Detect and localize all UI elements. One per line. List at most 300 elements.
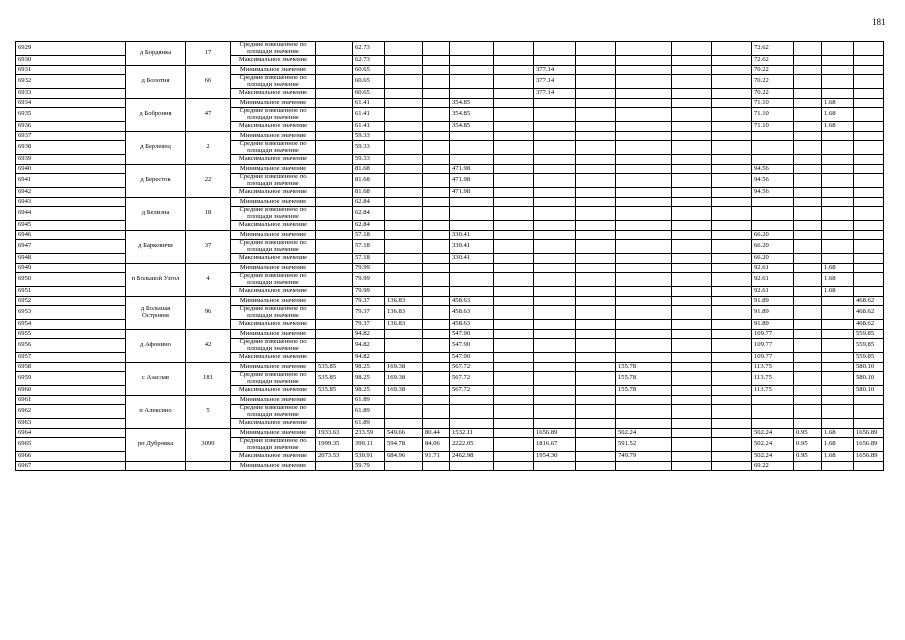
row-id: 6959 (16, 372, 126, 386)
value-cell: 92.61 (752, 273, 794, 287)
population: 66 (186, 65, 231, 98)
value-kind: Минимальное значение (231, 131, 316, 141)
value-cell (672, 42, 712, 56)
value-cell (672, 122, 712, 132)
value-cell: 66.20 (752, 230, 794, 240)
value-cell (576, 75, 616, 89)
value-cell (385, 405, 423, 419)
value-cell (576, 98, 616, 108)
value-cell (316, 230, 353, 240)
value-cell (316, 98, 353, 108)
value-kind: Средние взвешенное по площади значение (231, 141, 316, 155)
value-cell (712, 75, 752, 89)
value-cell (494, 42, 534, 56)
value-kind: Средние взвешенное по площади значение (231, 273, 316, 287)
value-cell (576, 197, 616, 207)
value-cell (672, 98, 712, 108)
value-cell (450, 287, 494, 297)
value-cell (576, 386, 616, 396)
value-cell (672, 296, 712, 306)
value-cell (385, 353, 423, 363)
value-kind: Максимальное значение (231, 221, 316, 231)
value-cell (672, 372, 712, 386)
value-cell: 580.10 (854, 386, 884, 396)
value-cell (494, 141, 534, 155)
value-cell: 0.95 (794, 452, 822, 462)
row-id: 6955 (16, 329, 126, 339)
value-cell (854, 197, 884, 207)
value-cell (423, 254, 450, 264)
value-cell (450, 75, 494, 89)
value-cell (385, 188, 423, 198)
value-cell (494, 461, 534, 471)
value-cell (576, 428, 616, 438)
value-cell (822, 221, 854, 231)
value-cell (616, 329, 672, 339)
value-cell (752, 207, 794, 221)
settlement-name: п Большой Узгол (126, 263, 186, 296)
value-cell: 80.44 (423, 428, 450, 438)
tariff-table (15, 41, 884, 471)
value-cell (794, 254, 822, 264)
value-cell (534, 320, 576, 330)
value-cell: 94.82 (353, 329, 385, 339)
value-cell (423, 141, 450, 155)
value-cell (712, 405, 752, 419)
value-cell: 98.25 (353, 362, 385, 372)
value-cell (794, 405, 822, 419)
value-cell (822, 188, 854, 198)
value-cell (576, 353, 616, 363)
value-cell: 458.63 (450, 306, 494, 320)
value-cell (534, 56, 576, 66)
value-cell (423, 461, 450, 471)
value-cell (712, 98, 752, 108)
value-cell: 330.41 (450, 240, 494, 254)
value-cell (616, 108, 672, 122)
value-cell (672, 108, 712, 122)
value-cell (794, 339, 822, 353)
value-cell (616, 306, 672, 320)
value-cell: 1999.35 (316, 438, 353, 452)
value-cell: 502.24 (752, 428, 794, 438)
value-cell (494, 306, 534, 320)
value-cell (794, 122, 822, 132)
value-cell (672, 197, 712, 207)
table-row (16, 329, 884, 339)
value-kind: Средние взвешенное по площади значение (231, 75, 316, 89)
value-cell (794, 386, 822, 396)
value-cell (616, 174, 672, 188)
value-cell: 1816.67 (534, 438, 576, 452)
value-cell (576, 372, 616, 386)
value-cell (423, 207, 450, 221)
value-cell (616, 122, 672, 132)
value-cell (494, 188, 534, 198)
value-cell (672, 405, 712, 419)
value-cell (423, 405, 450, 419)
value-cell (423, 296, 450, 306)
value-cell (385, 98, 423, 108)
value-cell (316, 108, 353, 122)
value-cell (854, 42, 884, 56)
value-cell (385, 174, 423, 188)
population: 37 (186, 230, 231, 263)
value-cell: 136.83 (385, 320, 423, 330)
value-cell: 61.41 (353, 108, 385, 122)
value-cell (854, 56, 884, 66)
value-kind: Минимальное значение (231, 362, 316, 372)
value-cell: 155.78 (616, 362, 672, 372)
value-cell (494, 155, 534, 165)
table-row (16, 65, 884, 75)
value-cell (794, 287, 822, 297)
value-cell (494, 221, 534, 231)
value-cell (534, 339, 576, 353)
value-cell (616, 164, 672, 174)
value-cell (316, 164, 353, 174)
settlement-name: п Алексино (126, 395, 186, 428)
value-cell (316, 353, 353, 363)
value-cell: 59.33 (353, 155, 385, 165)
value-cell (752, 197, 794, 207)
value-cell (712, 296, 752, 306)
row-id: 6936 (16, 122, 126, 132)
value-cell (616, 320, 672, 330)
row-id: 6934 (16, 98, 126, 108)
value-cell (712, 353, 752, 363)
value-cell (494, 419, 534, 429)
value-cell (494, 207, 534, 221)
value-cell (494, 75, 534, 89)
value-cell (316, 339, 353, 353)
value-cell: 233.59 (353, 428, 385, 438)
value-cell: 62.73 (353, 56, 385, 66)
value-cell: 468.62 (854, 296, 884, 306)
value-cell (712, 339, 752, 353)
value-cell (712, 372, 752, 386)
value-cell: 61.89 (353, 395, 385, 405)
value-kind: Средние взвешенное по площади значение (231, 174, 316, 188)
row-id: 6947 (16, 240, 126, 254)
value-cell (534, 122, 576, 132)
row-id: 6958 (16, 362, 126, 372)
value-cell (385, 461, 423, 471)
value-cell (712, 188, 752, 198)
value-cell (794, 188, 822, 198)
value-cell: 468.62 (854, 306, 884, 320)
value-cell (822, 395, 854, 405)
value-cell (854, 155, 884, 165)
value-cell (672, 131, 712, 141)
value-cell (752, 131, 794, 141)
value-cell: 71.10 (752, 122, 794, 132)
value-cell (616, 296, 672, 306)
row-id: 6937 (16, 131, 126, 141)
value-cell: 62.84 (353, 221, 385, 231)
value-cell (712, 263, 752, 273)
value-cell: 535.85 (316, 372, 353, 386)
value-cell: 61.41 (353, 98, 385, 108)
value-cell: 594.78 (385, 438, 423, 452)
value-cell (534, 329, 576, 339)
value-cell (854, 419, 884, 429)
value-cell: 1.68 (822, 108, 854, 122)
value-cell (794, 141, 822, 155)
value-cell: 684.96 (385, 452, 423, 462)
value-cell (450, 273, 494, 287)
value-cell (316, 188, 353, 198)
value-cell (672, 329, 712, 339)
value-cell (794, 353, 822, 363)
value-cell (794, 197, 822, 207)
value-cell (822, 42, 854, 56)
value-cell (794, 273, 822, 287)
value-cell: 66.20 (752, 240, 794, 254)
value-cell (576, 240, 616, 254)
value-cell (576, 56, 616, 66)
table-row (16, 362, 884, 372)
value-cell: 169.38 (385, 362, 423, 372)
row-id: 6930 (16, 56, 126, 66)
value-cell: 377.14 (534, 65, 576, 75)
value-cell (672, 164, 712, 174)
value-cell (794, 221, 822, 231)
value-cell (385, 75, 423, 89)
settlement-name: д Бордянка (126, 42, 186, 66)
value-cell: 1.68 (822, 98, 854, 108)
value-cell: 94.56 (752, 164, 794, 174)
value-cell (450, 65, 494, 75)
value-cell (494, 240, 534, 254)
value-kind: Минимальное значение (231, 98, 316, 108)
value-cell (494, 452, 534, 462)
value-cell (494, 438, 534, 452)
value-cell (616, 230, 672, 240)
value-cell (385, 329, 423, 339)
row-id: 6963 (16, 419, 126, 429)
row-id: 6948 (16, 254, 126, 264)
value-cell: 559.85 (854, 339, 884, 353)
row-id: 6966 (16, 452, 126, 462)
value-cell: 70.22 (752, 65, 794, 75)
value-cell (616, 221, 672, 231)
value-cell (450, 263, 494, 273)
value-cell: 62.84 (353, 197, 385, 207)
value-cell (794, 89, 822, 99)
value-cell (450, 141, 494, 155)
value-kind: Минимальное значение (231, 461, 316, 471)
value-kind: Средние взвешенное по площади значение (231, 240, 316, 254)
value-cell (854, 188, 884, 198)
value-cell: 79.37 (353, 296, 385, 306)
value-cell: 330.41 (450, 254, 494, 264)
value-cell (316, 395, 353, 405)
value-cell (794, 207, 822, 221)
value-cell (822, 230, 854, 240)
value-cell (316, 240, 353, 254)
value-cell (316, 155, 353, 165)
value-cell (316, 75, 353, 89)
table-row (16, 98, 884, 108)
value-cell (385, 221, 423, 231)
value-cell (423, 372, 450, 386)
value-cell (712, 122, 752, 132)
value-cell (672, 221, 712, 231)
value-cell (616, 188, 672, 198)
value-kind: Минимальное значение (231, 329, 316, 339)
value-cell: 591.52 (616, 438, 672, 452)
population: 22 (186, 164, 231, 197)
value-cell (672, 386, 712, 396)
value-cell: 1954.30 (534, 452, 576, 462)
page-number: 181 (872, 17, 886, 27)
value-cell (576, 306, 616, 320)
value-cell (794, 372, 822, 386)
value-cell (534, 197, 576, 207)
value-cell (316, 306, 353, 320)
value-cell (423, 108, 450, 122)
value-cell (423, 56, 450, 66)
value-cell (794, 56, 822, 66)
value-cell (423, 339, 450, 353)
value-cell: 98.25 (353, 386, 385, 396)
value-cell (712, 56, 752, 66)
value-cell (616, 395, 672, 405)
value-cell (576, 108, 616, 122)
value-cell: 458.63 (450, 296, 494, 306)
value-cell (712, 230, 752, 240)
value-cell: 70.22 (752, 75, 794, 89)
value-cell (616, 155, 672, 165)
value-cell: 390.11 (353, 438, 385, 452)
row-id: 6938 (16, 141, 126, 155)
value-cell: 109.77 (752, 353, 794, 363)
value-cell (712, 89, 752, 99)
value-cell (385, 254, 423, 264)
value-cell (423, 419, 450, 429)
value-cell (712, 65, 752, 75)
value-cell (450, 89, 494, 99)
value-cell: 1.68 (822, 273, 854, 287)
value-cell (316, 197, 353, 207)
row-id: 6960 (16, 386, 126, 396)
table-row (16, 164, 884, 174)
value-cell: 72.62 (752, 42, 794, 56)
value-cell (576, 320, 616, 330)
value-cell (822, 155, 854, 165)
value-cell (316, 56, 353, 66)
value-cell (494, 122, 534, 132)
row-id: 6954 (16, 320, 126, 330)
value-cell (385, 419, 423, 429)
row-id: 6956 (16, 339, 126, 353)
value-cell (576, 155, 616, 165)
table-row (16, 197, 884, 207)
value-cell (616, 263, 672, 273)
value-kind: Максимальное значение (231, 353, 316, 363)
row-id: 6965 (16, 438, 126, 452)
value-cell: 109.77 (752, 329, 794, 339)
value-cell (316, 263, 353, 273)
value-cell (672, 141, 712, 155)
value-cell (752, 405, 794, 419)
value-cell (712, 306, 752, 320)
value-cell (423, 174, 450, 188)
value-cell (672, 263, 712, 273)
value-cell (534, 254, 576, 264)
value-cell (616, 197, 672, 207)
value-cell (423, 221, 450, 231)
value-cell (385, 108, 423, 122)
value-cell (712, 452, 752, 462)
value-cell (423, 230, 450, 240)
value-cell: 72.62 (752, 56, 794, 66)
value-cell (316, 461, 353, 471)
value-cell (534, 372, 576, 386)
value-kind: Максимальное значение (231, 122, 316, 132)
value-cell: 580.10 (854, 362, 884, 372)
value-cell (752, 395, 794, 405)
value-cell: 71.10 (752, 98, 794, 108)
value-cell (576, 362, 616, 372)
row-id: 6962 (16, 405, 126, 419)
value-cell: 547.90 (450, 339, 494, 353)
row-id: 6951 (16, 287, 126, 297)
value-kind: Средние взвешенное по площади значение (231, 339, 316, 353)
table-row (16, 230, 884, 240)
value-cell (576, 395, 616, 405)
value-cell (822, 461, 854, 471)
value-cell (712, 329, 752, 339)
value-cell (576, 339, 616, 353)
value-cell: 2073.53 (316, 452, 353, 462)
value-cell (534, 273, 576, 287)
value-cell (672, 320, 712, 330)
value-cell (423, 164, 450, 174)
value-cell (576, 221, 616, 231)
value-cell (854, 221, 884, 231)
value-cell (534, 395, 576, 405)
value-cell (794, 155, 822, 165)
value-cell: 57.18 (353, 230, 385, 240)
value-cell (494, 372, 534, 386)
value-cell (712, 221, 752, 231)
value-kind: Минимальное значение (231, 296, 316, 306)
value-cell (316, 296, 353, 306)
value-cell (794, 296, 822, 306)
row-id: 6953 (16, 306, 126, 320)
value-cell (534, 353, 576, 363)
value-cell: 1.68 (822, 263, 854, 273)
value-cell (450, 42, 494, 56)
value-cell: 580.10 (854, 372, 884, 386)
value-kind: Средние взвешенное по площади значение (231, 405, 316, 419)
value-cell: 458.63 (450, 320, 494, 330)
value-cell (616, 141, 672, 155)
value-cell: 169.38 (385, 386, 423, 396)
value-cell: 502.24 (616, 428, 672, 438)
value-cell (712, 197, 752, 207)
value-cell: 94.56 (752, 188, 794, 198)
value-cell (672, 155, 712, 165)
value-cell (494, 164, 534, 174)
value-cell (576, 188, 616, 198)
table-row (16, 263, 884, 273)
row-id: 6935 (16, 108, 126, 122)
value-cell (576, 42, 616, 56)
row-id: 6933 (16, 89, 126, 99)
